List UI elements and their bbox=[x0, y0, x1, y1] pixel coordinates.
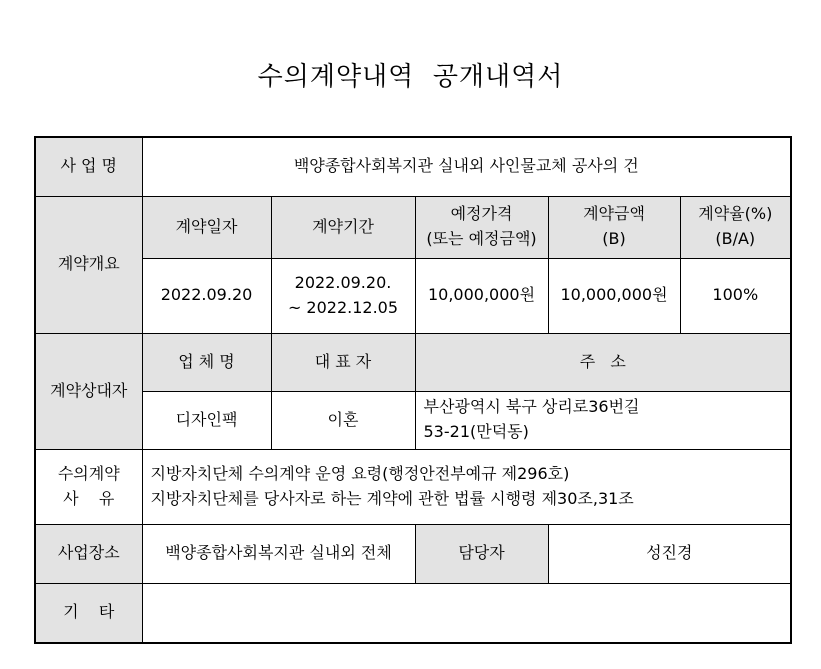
site-label: 사업장소 bbox=[35, 524, 142, 583]
estimated-price-header: 예정가격 (또는 예정금액) bbox=[415, 196, 548, 258]
contract-period-header: 계약기간 bbox=[271, 196, 415, 258]
etc-label: 기 타 bbox=[35, 583, 142, 643]
reason-value: 지방자치단체 수의계약 운영 요령(행정안전부예규 제296호) 지방자치단체를 당사자로 하는 계약에 관한 법률 시행령 제30조,31조 bbox=[142, 449, 791, 524]
company-value: 디자인팩 bbox=[142, 391, 271, 449]
address-value: 부산광역시 북구 상리로36번길 53-21(만덕동) bbox=[415, 391, 791, 449]
site-row bbox=[35, 524, 791, 583]
disclosure-table bbox=[34, 136, 792, 644]
etc-row bbox=[35, 583, 791, 643]
contract-date-header: 계약일자 bbox=[142, 196, 271, 258]
counterparty-header-row bbox=[35, 333, 791, 391]
reason-label: 수의계약 사 유 bbox=[35, 449, 142, 524]
contract-amount-header: 계약금액 (B) bbox=[548, 196, 680, 258]
contract-summary-header-row bbox=[35, 196, 791, 258]
company-header: 업 체 명 bbox=[142, 333, 271, 391]
manager-value: 성진경 bbox=[548, 524, 791, 583]
document-title: 수의계약내역 공개내역서 bbox=[257, 62, 564, 92]
representative-value: 이혼 bbox=[271, 391, 415, 449]
estimated-price-value: 10,000,000원 bbox=[415, 258, 548, 333]
contract-summary-value-row bbox=[35, 258, 791, 333]
contract-rate-value: 100% bbox=[680, 258, 791, 333]
contract-amount-value: 10,000,000원 bbox=[548, 258, 680, 333]
project-row bbox=[35, 137, 791, 196]
etc-value bbox=[142, 583, 791, 643]
site-value: 백양종합사회복지관 실내외 전체 bbox=[142, 524, 415, 583]
project-value: 백양종합사회복지관 실내외 사인물교체 공사의 건 bbox=[142, 137, 791, 196]
address-header: 주 소 bbox=[415, 333, 791, 391]
counterparty-value-row bbox=[35, 391, 791, 449]
counterparty-label: 계약상대자 bbox=[35, 333, 142, 449]
contract-period-value: 2022.09.20. ~ 2022.12.05 bbox=[271, 258, 415, 333]
representative-header: 대 표 자 bbox=[271, 333, 415, 391]
contract-rate-header: 계약율(%) (B/A) bbox=[680, 196, 791, 258]
contract-date-value: 2022.09.20 bbox=[142, 258, 271, 333]
contract-summary-label: 계약개요 bbox=[35, 196, 142, 333]
project-label: 사 업 명 bbox=[35, 137, 142, 196]
reason-row bbox=[35, 449, 791, 524]
manager-label: 담당자 bbox=[415, 524, 548, 583]
